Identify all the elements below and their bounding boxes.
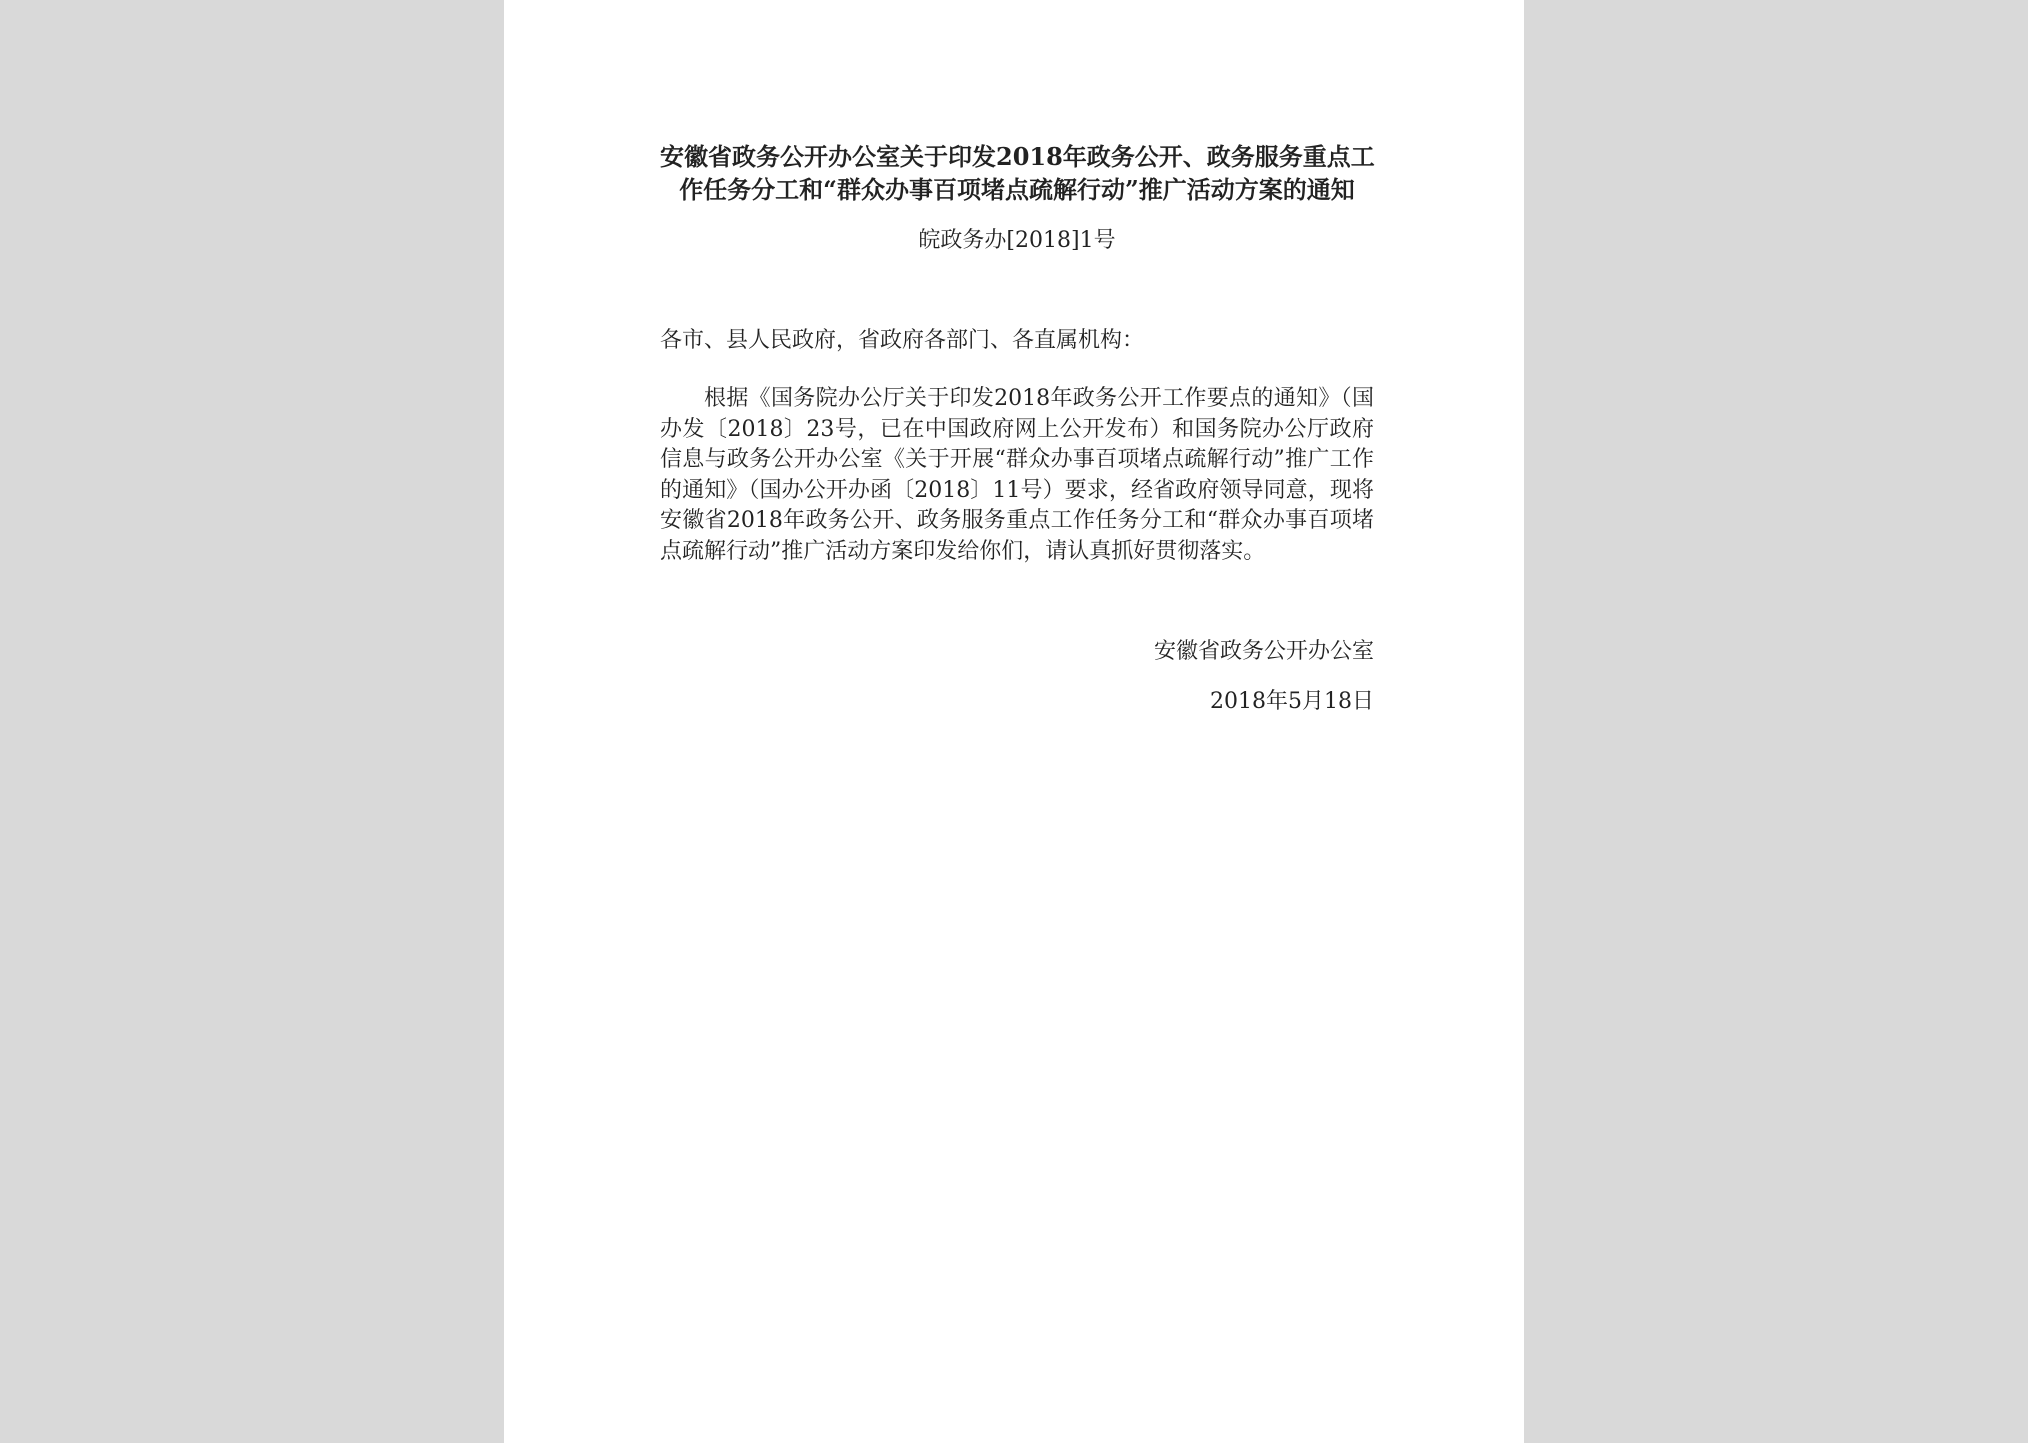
document-title: [660, 140, 1374, 206]
title-line-2: 作任务分工和“群众办事百项堵点疏解行动”推广活动方案的通知: [679, 175, 1355, 204]
issuer-signature: 安徽省政务公开办公室: [1153, 639, 1374, 664]
issue-date: 2018年5月18日: [1210, 689, 1374, 714]
document-page: [504, 0, 1524, 1443]
page-content: [660, 140, 1374, 717]
body-paragraph: 根据《国务院办公厅关于印发2018年政务公开工作要点的通知》（国办发〔2018〕23号，已在中国政府网上公开发布）和国务院办公厅政府信息与政务公开办公室《关于开展“群众办事百项堵点疏解行动”推广工作的通知》（国办公开办函〔2018〕11号）要求，经省政府领导同意，现将安徽省2018年政务公开、政务服务重点工作任务分工和“群众办事百项堵点疏解行动”推广活动方案印发给你们，请认真抓好贯彻落实。: [660, 386, 1374, 564]
title-line-1: 安徽省政务公开办公室关于印发2018年政务公开、政务服务重点工: [660, 142, 1375, 171]
document-number: 皖政务办[2018]1号: [918, 228, 1116, 253]
salutation: 各市、县人民政府，省政府各部门、各直属机构：: [660, 328, 1145, 353]
